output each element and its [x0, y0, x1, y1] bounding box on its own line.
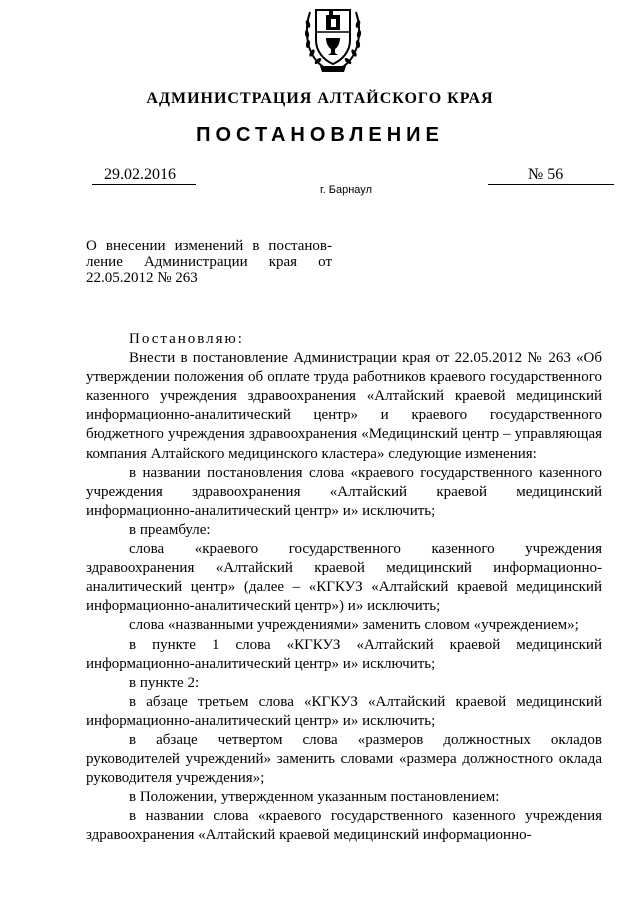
document-number: № 56: [528, 166, 564, 183]
subject-line: ление Администрации края от: [86, 254, 332, 270]
body-paragraph: в названии постановления слова «краевого государственного казенного учреждения здравоохранения «Алтайский краевой медицинский информационно-аналитический центр» и» исключить;: [86, 464, 602, 519]
document-subject: [86, 238, 332, 286]
document-body: [86, 330, 602, 846]
body-paragraph: в абзаце третьем слова «КГКУЗ «Алтайский краевой медицинский информационно-аналитический центр» и» исключить;: [86, 693, 602, 729]
subject-line: О внесении изменений в постанов-: [86, 238, 332, 254]
document-type: ПОСТАНОВЛЕНИЕ: [196, 124, 444, 146]
coat-of-arms-icon: [302, 2, 364, 74]
date-underline: [92, 184, 196, 185]
body-paragraph: в названии слова «краевого государственного казенного учреждения здравоохранения «Алтайский краевой медицинский информационно-: [86, 808, 602, 844]
body-paragraph: в Положении, утвержденном указанным постановлением:: [129, 789, 500, 806]
body-paragraph: в абзаце четвертом слова «размеров должностных окладов руководителей учреждений» заменить словами «размера должностного оклада руководителя учреждения»;: [86, 731, 602, 787]
number-underline: [488, 184, 614, 185]
body-paragraph: Внести в постановление Администрации края от 22.05.2012 № 263 «Об утверждении положения об оплате труда работников краевого государственного казенного учреждения здравоохранения «Алтайский краевой медицинский информационно-аналитический центр» и краевого государственного бюджетного учреждения здравоохранения «Медицинский центр – управляющая компания Алтайского медицинского кластера» следующие изменения:: [86, 350, 602, 462]
body-paragraph: в пункте 1 слова «КГКУЗ «Алтайский краевой медицинский информационно-аналитический центр» и» исключить;: [86, 636, 602, 672]
body-paragraph: слова «названными учреждениями» заменить словом «учреждением»;: [129, 617, 579, 634]
document-date: 29.02.2016: [104, 166, 176, 183]
organization-name: АДМИНИСТРАЦИЯ АЛТАЙСКОГО КРАЯ: [146, 90, 494, 107]
body-paragraph: в пункте 2:: [129, 674, 200, 691]
body-paragraph: слова «краевого государственного казенного учреждения здравоохранения «Алтайский краевой медицинский информационно-аналитический центр» (далее – «КГКУЗ «Алтайский краевой медицинский информационно-аналитический центр») и» исключить;: [86, 541, 602, 615]
subject-line: 22.05.2012 № 263: [86, 270, 198, 286]
body-paragraph: в преамбуле:: [129, 521, 211, 538]
decree-word: Постановляю:: [129, 331, 244, 347]
city-name: г. Барнаул: [320, 184, 372, 196]
